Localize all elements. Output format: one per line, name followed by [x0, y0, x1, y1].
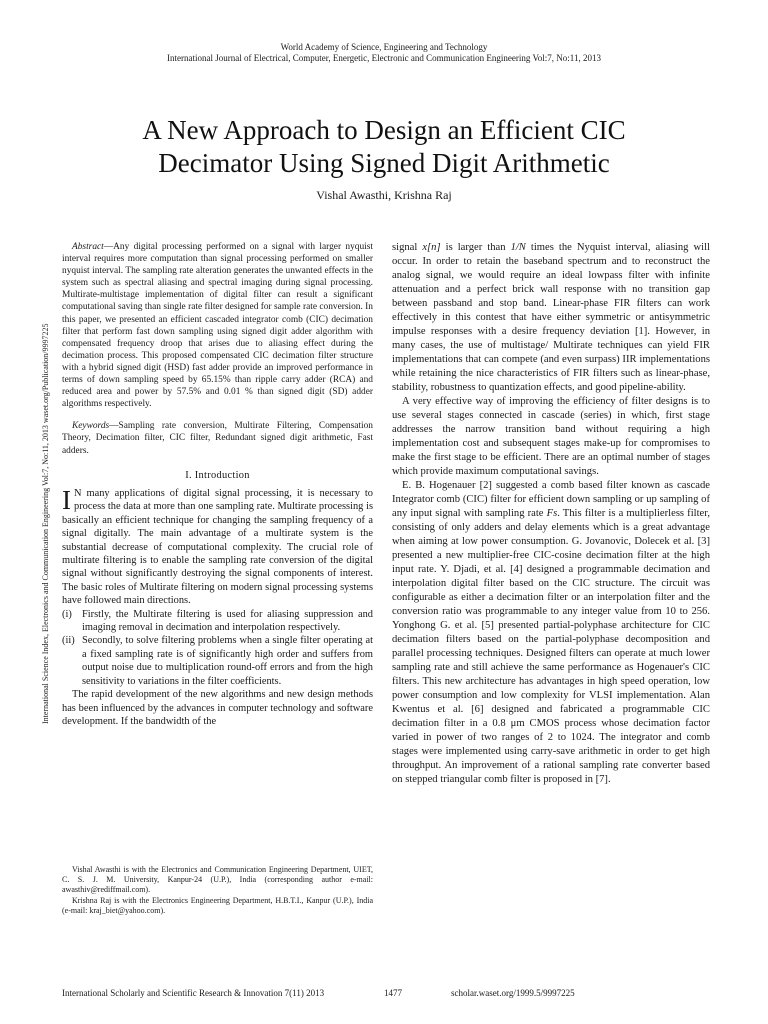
math-1-over-n: 1/N [510, 242, 526, 253]
abstract-dash: — [103, 242, 114, 252]
text-run: . This filter is a multiplierless filter, consisting of only adders and delay elements which is a great advantage when aiming at low power consumption. G. Jovanovic, Dolecek et al. [3] presented a new multiplier-free CIC-cosine decimation filter at the high input rate. Y. Djadi, et al. [4] designed a programmable decimation and interpolation digital filter based on the CIC structure. The circuit was configurable as either a decimation filter or an interpolation filter and the conversion ratio was programmable to any integer value from 10 to 256. Yonghong G. et al. [5] presented partial-polyphase architecture for CIC decimation filters based on the partial-polyphase decomposition and parallel processing techniques. Designed filters can operate at much lower sampling rate and still achieve the same performance as Hogenauer's CIC filters. This new architecture has advantages in high speed operation, low power consumption and low complexity for VLSI implementation. Alan Kwentus et al. [6] designed and fabricated a programmable CIC decimation filter in a 0.8 μm CMOS process whose decimation factor varied in power of two ranges of 2 to 1024. The integrator and comb stages were implemented using carry-save arithmetic in order to get high throughput. An improvement of a rational sampling rate converter based on stepped triangular comb filter is proposed in [7]. [392, 508, 710, 785]
intro-paragraph-1 [62, 487, 373, 608]
journal-volume: International Journal of Electrical, Computer, Energetic, Electronic and Communication Engineering Vol:7, No:11, 2013 [167, 53, 601, 63]
abstract-label: Abstract [72, 242, 104, 252]
text-run: times the Nyquist interval, aliasing will occur. In order to retain the baseband spectrum and to reconstruct the analog signal, we would require an ideal lowpass filter with infinite attenuation and a perfect brick wall response with no transition gap between passband and stop band. Linear-phase FIR filters can work effectively in this contest that have either symmetric or antisymmetric impulse responses with a desire frequency deviation [1]. However, in many cases, the use of multistage/ Multirate techniques can yield FIR implementations that can compete (and even surpass) IIR implementations while retaining the nice characteristics of FIR filters such as linear-phase, stability, robustness to quantization effects, and good pipeline-ability. [392, 242, 710, 393]
title-line-2: Decimator Using Signed Digit Arithmetic [158, 148, 610, 178]
list-item [62, 634, 373, 688]
authors: Vishal Awasthi, Krishna Raj [316, 188, 452, 202]
journal-name: World Academy of Science, Engineering and Technology [280, 42, 488, 52]
keywords-label: Keywords [72, 421, 110, 432]
list-item [62, 608, 373, 635]
side-index-text: International Science Index, Electronics and Communication Engineering Vol:7, No:11, 2013 waset.org/Publication/9997225 [41, 323, 50, 724]
page-number: 1477 [384, 988, 402, 998]
footer-source: International Scholarly and Scientific Research & Innovation 7(11) 2013 [62, 988, 325, 998]
math-xn: x[n] [422, 242, 441, 253]
right-column [392, 241, 710, 787]
text-run: E. B. Hogenauer [2] suggested a comb based filter known as cascade Integrator comb (CIC) filter for efficient down sampling or up sampling of any input signal with sampling rate [392, 480, 710, 519]
drop-cap: I [62, 485, 71, 515]
text-run: is larger than [440, 242, 511, 253]
abstract-text: Any digital processing performed on a signal with larger nyquist interval requires more computation than signal processing performed on smaller nyquist interval. The sampling rate alteration generates the unwanted effects in the system such as spectral aliasing and spectral imaging during signal processing. Multirate-multistage implementation of digital filter can result a significant computational saving than single rate filter designed for sample rate conversion. In this paper, we presented an efficient cascaded integrator comb (CIC) decimation filter that perform fast down sampling using signed digit adder algorithm with compensated frequency droop that arises due to aliasing effect during the decimation process. This proposed compensated CIC decimation filter structure with a hybrid signed digit (HSD) fast adder provide an improved performance in terms of down sampling speed by 65.15% than ripple carry adder (RCA) and reduced area and power by 57.5% and 0.01 % than signed digit (SD) adder algorithms respectively. [62, 242, 373, 410]
intro-paragraph-1-text: N many applications of digital signal processing, it is necessary to process the data at more than one sampling rate. Multirate processing is basically an efficient technique for changing the sampling frequency of a signal digitally. The main advantage of a multirate system is the substantial decrease of computational complexity. The crucial role of multirate filtering is to enable the sampling rate conversion of the digital signal without significantly destroying the signal components of interest. The basic roles of Multirate filtering on modern signal processing systems have followed main directions. [62, 488, 373, 607]
text-run: signal [392, 242, 423, 253]
keywords-text: Sampling rate conversion, Multirate Filtering, Compensation Theory, Decimation filter, CIC filter, Redundant signed digit arithmetic, Fast adders. [62, 421, 373, 456]
intro-paragraph-2: The rapid development of the new algorithms and new design methods has been influenced by the advances in computer technology and software development. If the bandwidth of the [62, 689, 373, 727]
footer-url[interactable]: scholar.waset.org/1999.5/9997225 [451, 988, 575, 998]
keywords [62, 420, 373, 456]
right-paragraph-2: A very effective way of improving the efficiency of filter designs is to use several stages connected in cascade (series) in which, first stage addresses the narrow transition band without requiring a high implementation cost and subsequent stages make-up for compromises to make the first stage to be efficient. There are an optimal number of stages which provide maximum computational savings. [392, 396, 710, 477]
footnotes [62, 865, 373, 916]
footnote-author-2: Krishna Raj is with the Electronics Engineering Department, H.B.T.I., Kanpur (U.P.), India (e-mail: kraj_biet@yahoo.com). [62, 895, 373, 915]
right-paragraph-1 [392, 241, 710, 395]
paper-title [60, 114, 708, 180]
list-item-number: (ii) [62, 635, 75, 647]
list-item-text: Secondly, to solve filtering problems when a single filter operating at a fixed sampling rate is of significantly high order and suffers from output noise due to multiplication round-off errors and from the high sensitivity to variations in the filter coefficients. [82, 635, 373, 687]
math-fs: Fs [546, 508, 558, 519]
right-paragraph-3 [392, 479, 710, 787]
list-item-number: (i) [62, 608, 72, 620]
footnote-author-1: Vishal Awasthi is with the Electronics and Communication Engineering Department, UIET, C. S. J. M. University, Kanpur-24 (U.P.), India (corresponding author e-mail: awasthiv@rediffmail.com). [62, 865, 373, 895]
section-heading-introduction: I. Introduction [185, 469, 250, 481]
list-item-text: Firstly, the Multirate filtering is used for aliasing suppression and imaging removal in decimation and interpolation respectively. [82, 608, 373, 634]
keywords-dash: — [109, 421, 119, 432]
abstract [62, 241, 373, 410]
left-column [62, 241, 373, 728]
title-line-1: A New Approach to Design an Efficient CIC [142, 115, 626, 145]
